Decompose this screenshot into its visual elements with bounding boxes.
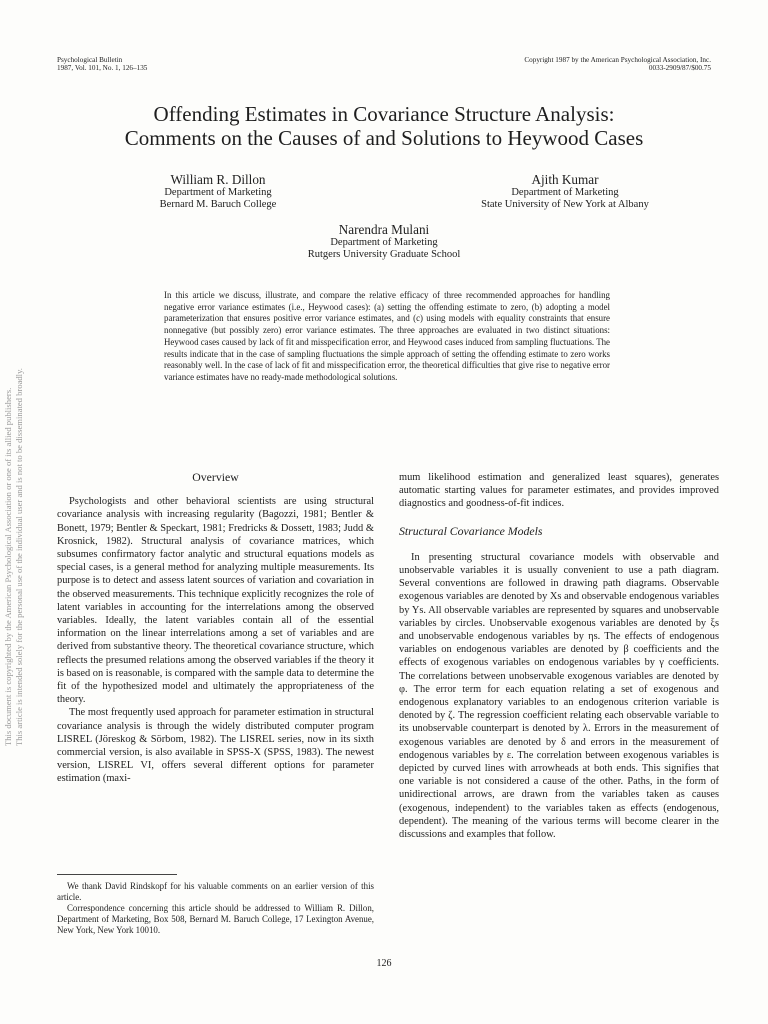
right-column bbox=[399, 471, 719, 841]
author-department: Department of Marketing bbox=[330, 237, 438, 248]
footnote-correspondence: Correspondence concerning this article should be addressed to William R. Dillon, Department of Marketing, Box 508, Bernard M. Baruch College, 17 Lexington Avenue, New York, New York 10010. bbox=[57, 903, 374, 935]
journal-volume: 1987, Vol. 101, No. 1, 126–135 bbox=[57, 64, 148, 73]
title-line-2: Comments on the Causes of and Solutions to Heywood Cases bbox=[124, 126, 644, 150]
footnotes bbox=[57, 881, 374, 936]
section-heading-overview: Overview bbox=[192, 470, 239, 484]
abstract: In this article we discuss, illustrate, and compare the relative efficacy of three recommended approaches for handling negative error variance estimates (i.e., Heywood cases): (a) setting the offending estimate to zero, (b) adopting a model parameterization that ensures positive error variance estimates, and (c) using models with equality constraints that ensure nonnegative (but possibly zero) error variance estimates. The three approaches are evaluated in two distinct situations: Heywood cases caused by lack of fit and misspecification error, and Heywood cases induced from sampling fluctuations. The results indicate that in the case of sampling fluctuations the simple approach of setting the offending estimate to zero works reasonably well. In the case of lack of fit and misspecification error, the theoretical difficulties that give rise to negative error variance estimates have no ready-made methodological solutions. bbox=[164, 290, 610, 382]
copyright-line: Copyright 1987 by the American Psychological Association, Inc. bbox=[524, 56, 711, 64]
author-department: Department of Marketing bbox=[164, 187, 272, 198]
paragraph: Psychologists and other behavioral scientists are using structural covariance analysis with increasing regularity (Bagozzi, 1981; Bentler & Bonett, 1979; Bentler & Speckart, 1981; Fredricks & Dossett, 1983; Judd & Krosnick, 1982). Structural analysis of covariance matrices, which subsumes confirmatory factor analytic and structural equations models as special cases, is a general method for analyzing multiple measurements. Its purpose is to detect and assess latent sources of variation and covariation in the observed measurements. This technique explicitly recognizes the role of latent variables in accounting for the interrelations among the observed variables. Ideally, the latent variables contain all of the essential information on the linear interrelations among a set of variables and are derived from substantive theory. The theoretical covariance structure, which reflects the presumed relations among the observed variables if the theory it is based on is reasonable, is compared with the sample data to determine the fit of the hypothesized model and ultimately the appropriateness of the theory. bbox=[57, 496, 374, 706]
author-block-mulani bbox=[264, 222, 504, 260]
article-title bbox=[57, 102, 711, 150]
section-heading-structural-models: Structural Covariance Models bbox=[399, 523, 543, 538]
footnote-acknowledgment: We thank David Rindskopf for his valuable comments on an earlier version of this article. bbox=[57, 881, 374, 902]
copyright-header bbox=[524, 56, 711, 73]
paragraph: In presenting structural covariance models with observable and unobservable variables it is usually convenient to use a path diagram. Several conventions are followed in drawing path diagrams. Observable exogenous variables are denoted by Xs and observable endogenous variables by Ys. All observable variables are represented by squares and unobservable variables by circles. Unobservable exogenous variables are denoted by ξs and unobservable endogenous variables by ηs. The effects of endogenous variables on endogenous variables are denoted by β coefficients and the effects of exogenous variables on endogenous variables by γ coefficients. The correlations between unobservable exogenous variables are denoted by φ. The error term for each equation relating a set of exogenous and endogenous explanatory variables to an endogenous criterion variable is denoted by ζ. The regression coefficient relating each observable variable to its unobservable counterpart is denoted by λ. Errors in the measurement of exogenous variables are denoted by δ and errors in the measurement of endogenous variables by ε. The correlation between exogenous variables is depicted by curved lines with arrowheads at both ends. This signifies that one variable is not considered a cause of the other. Paths, in the form of unidirectional arrows, are drawn from the variables taken as causes (exogenous, independent) to the variables taken as effects (endogenous, dependent). The meaning of the various terms will become clearer in the discussions and examples that follow. bbox=[399, 551, 719, 841]
page-number: 126 bbox=[376, 958, 392, 969]
author-affiliation: State University of New York at Albany bbox=[481, 198, 649, 210]
paragraph-continued: mum likelihood estimation and generalized least squares), generates automatic starting values for parameter estimates, and provides improved diagnostics and goodness-of-fit indices. bbox=[399, 472, 719, 510]
author-name: Narendra Mulani bbox=[338, 222, 430, 237]
left-column bbox=[57, 471, 374, 786]
article-code: 0033-2909/87/$00.75 bbox=[648, 64, 711, 73]
author-affiliation: Bernard M. Baruch College bbox=[159, 198, 277, 210]
author-block-kumar bbox=[440, 172, 690, 210]
footnote-divider bbox=[57, 874, 177, 875]
journal-name: Psychological Bulletin bbox=[57, 56, 123, 64]
author-block-dillon bbox=[128, 172, 308, 210]
watermark-line-2: This article is intended solely for the personal use of the individual user and is not to be disseminated broadly. bbox=[13, 368, 24, 746]
author-affiliation: Rutgers University Graduate School bbox=[307, 248, 461, 260]
copyright-watermark bbox=[3, 266, 24, 746]
author-name: William R. Dillon bbox=[170, 172, 266, 187]
author-department: Department of Marketing bbox=[511, 187, 619, 198]
author-name: Ajith Kumar bbox=[531, 172, 599, 187]
watermark-line-1: This document is copyrighted by the American Psychological Association or one of its allied publishers. bbox=[3, 387, 13, 746]
journal-header bbox=[57, 56, 147, 73]
title-line-1: Offending Estimates in Covariance Structure Analysis: bbox=[153, 102, 615, 126]
paragraph: The most frequently used approach for parameter estimation in structural covariance analysis is through the widely distributed computer program LISREL (Jöreskog & Sörbom, 1982). The LISREL series, now in its sixth commercial version, is also available in SPSS-X (SPSS, 1983). The newest version, LISREL VI, offers several different options for parameter estimation (maxi- bbox=[57, 707, 374, 785]
